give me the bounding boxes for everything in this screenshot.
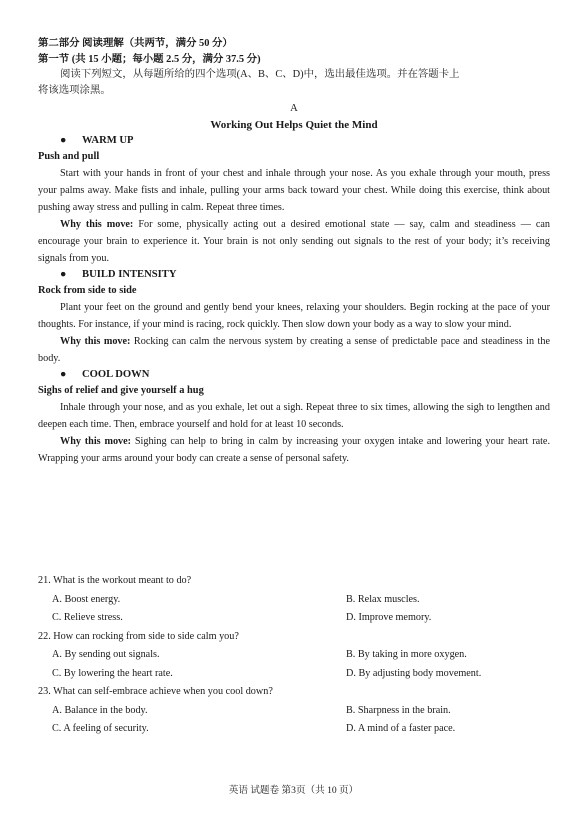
option-a: A. Balance in the body. [52, 704, 148, 716]
exercise-instructions: Plant your feet on the ground and gently bend your knees, relaxing your shoulders. Begin rocking at the pace of your thoughts. For instance, if your mind is racing, rock quickly. Then slow down your body as a way to slow your mind. [38, 302, 550, 331]
option-d: D. Improve memory. [346, 612, 432, 623]
why-text: Rocking can calm the nervous system by creating a sense of predictable pace and steadiness in the body. [38, 336, 550, 365]
option-d: D. A mind of a faster pace. [346, 723, 456, 734]
question-list [38, 572, 550, 739]
option-row [38, 591, 550, 610]
why-text: For some, physically acting out a desired emotional state — say, calm and steadiness — can encourage your brain to experience it. Your brain is not only sending out signals to the rest of your body; it’s receiving signals from you. [38, 219, 550, 265]
option-a: A. By sending out signals. [52, 649, 160, 660]
why-paragraph [38, 433, 550, 467]
option-row [38, 665, 550, 684]
instruction-line-1: 阅读下列短文，从每题所给的四个选项(A、B、C、D)中，选出最佳选项。并在答题卡上 [60, 69, 460, 81]
exam-page [38, 36, 550, 467]
section-title: BUILD INTENSITY [82, 269, 177, 281]
why-paragraph [38, 333, 550, 367]
option-c: C. By lowering the heart rate. [52, 667, 173, 679]
section-title: COOL DOWN [82, 369, 150, 381]
page-footer: 英语 试题卷 第3页（共 10 页） [228, 785, 359, 796]
section-title: WARM UP [82, 135, 134, 147]
exercise-instructions: Inhale through your nose, and as you exhale, let out a sigh. Repeat three to six times, allowing the sigh to lengthen and deepen each time. Then, embrace yourself and hold for at least 10 seconds. [38, 402, 550, 431]
section-heading-build-intensity [38, 267, 550, 283]
exercise-name: Push and pull [38, 151, 100, 163]
option-d: D. By adjusting body movement. [346, 667, 482, 679]
option-row [38, 609, 550, 628]
passage-letter: A [290, 103, 298, 115]
exercise-name: Sighs of relief and give yourself a hug [38, 385, 204, 397]
section-heading: 第一节 (共 15 小题；每小题 2.5 分，满分 37.5 分) [38, 53, 261, 65]
option-row [38, 646, 550, 665]
option-row [38, 702, 550, 721]
bullet-icon: ● [60, 369, 67, 381]
why-text: Sighing can help to bring in calm by increasing your oxygen intake and lowering your heart rate. Wrapping your arms around your body can create a sense of personal safety. [38, 436, 551, 465]
question-stem: 22. How can rocking from side to side calm you? [38, 630, 239, 642]
instruction-line-2: 将该选项涂黑。 [38, 84, 111, 96]
why-label: Why this move: [60, 219, 134, 231]
option-a: A. Boost energy. [52, 593, 121, 605]
section-heading-cool-down [38, 367, 550, 383]
passage-title: Working Out Helps Quiet the Mind [210, 119, 378, 132]
why-paragraph [38, 216, 550, 267]
option-b: B. Sharpness in the brain. [346, 704, 451, 716]
exercise-name: Rock from side to side [38, 285, 137, 297]
option-b: B. By taking in more oxygen. [346, 649, 467, 660]
option-c: C. A feeling of security. [52, 723, 149, 734]
exercise-instructions: Start with your hands in front of your chest and inhale through your nose. As you exhale through your mouth, press your palms away. Make fists and inhale, pulling your arms back toward your chest. While doing this exercise, think about pushing away stress and pulling in calm. Repeat three times. [38, 168, 550, 214]
question-stem: 23. What can self-embrace achieve when you cool down? [38, 686, 273, 697]
part-heading: 第二部分 阅读理解（共两节，满分 50 分） [38, 38, 233, 49]
option-c: C. Relieve stress. [52, 612, 123, 623]
bullet-icon: ● [60, 269, 67, 281]
question-stem: 21. What is the workout meant to do? [38, 575, 192, 586]
why-label: Why this move: [60, 436, 132, 448]
bullet-icon: ● [60, 135, 67, 147]
option-b: B. Relax muscles. [346, 593, 420, 605]
why-label: Why this move: [60, 336, 131, 348]
option-row [38, 720, 550, 739]
section-heading-warm-up [38, 133, 550, 149]
